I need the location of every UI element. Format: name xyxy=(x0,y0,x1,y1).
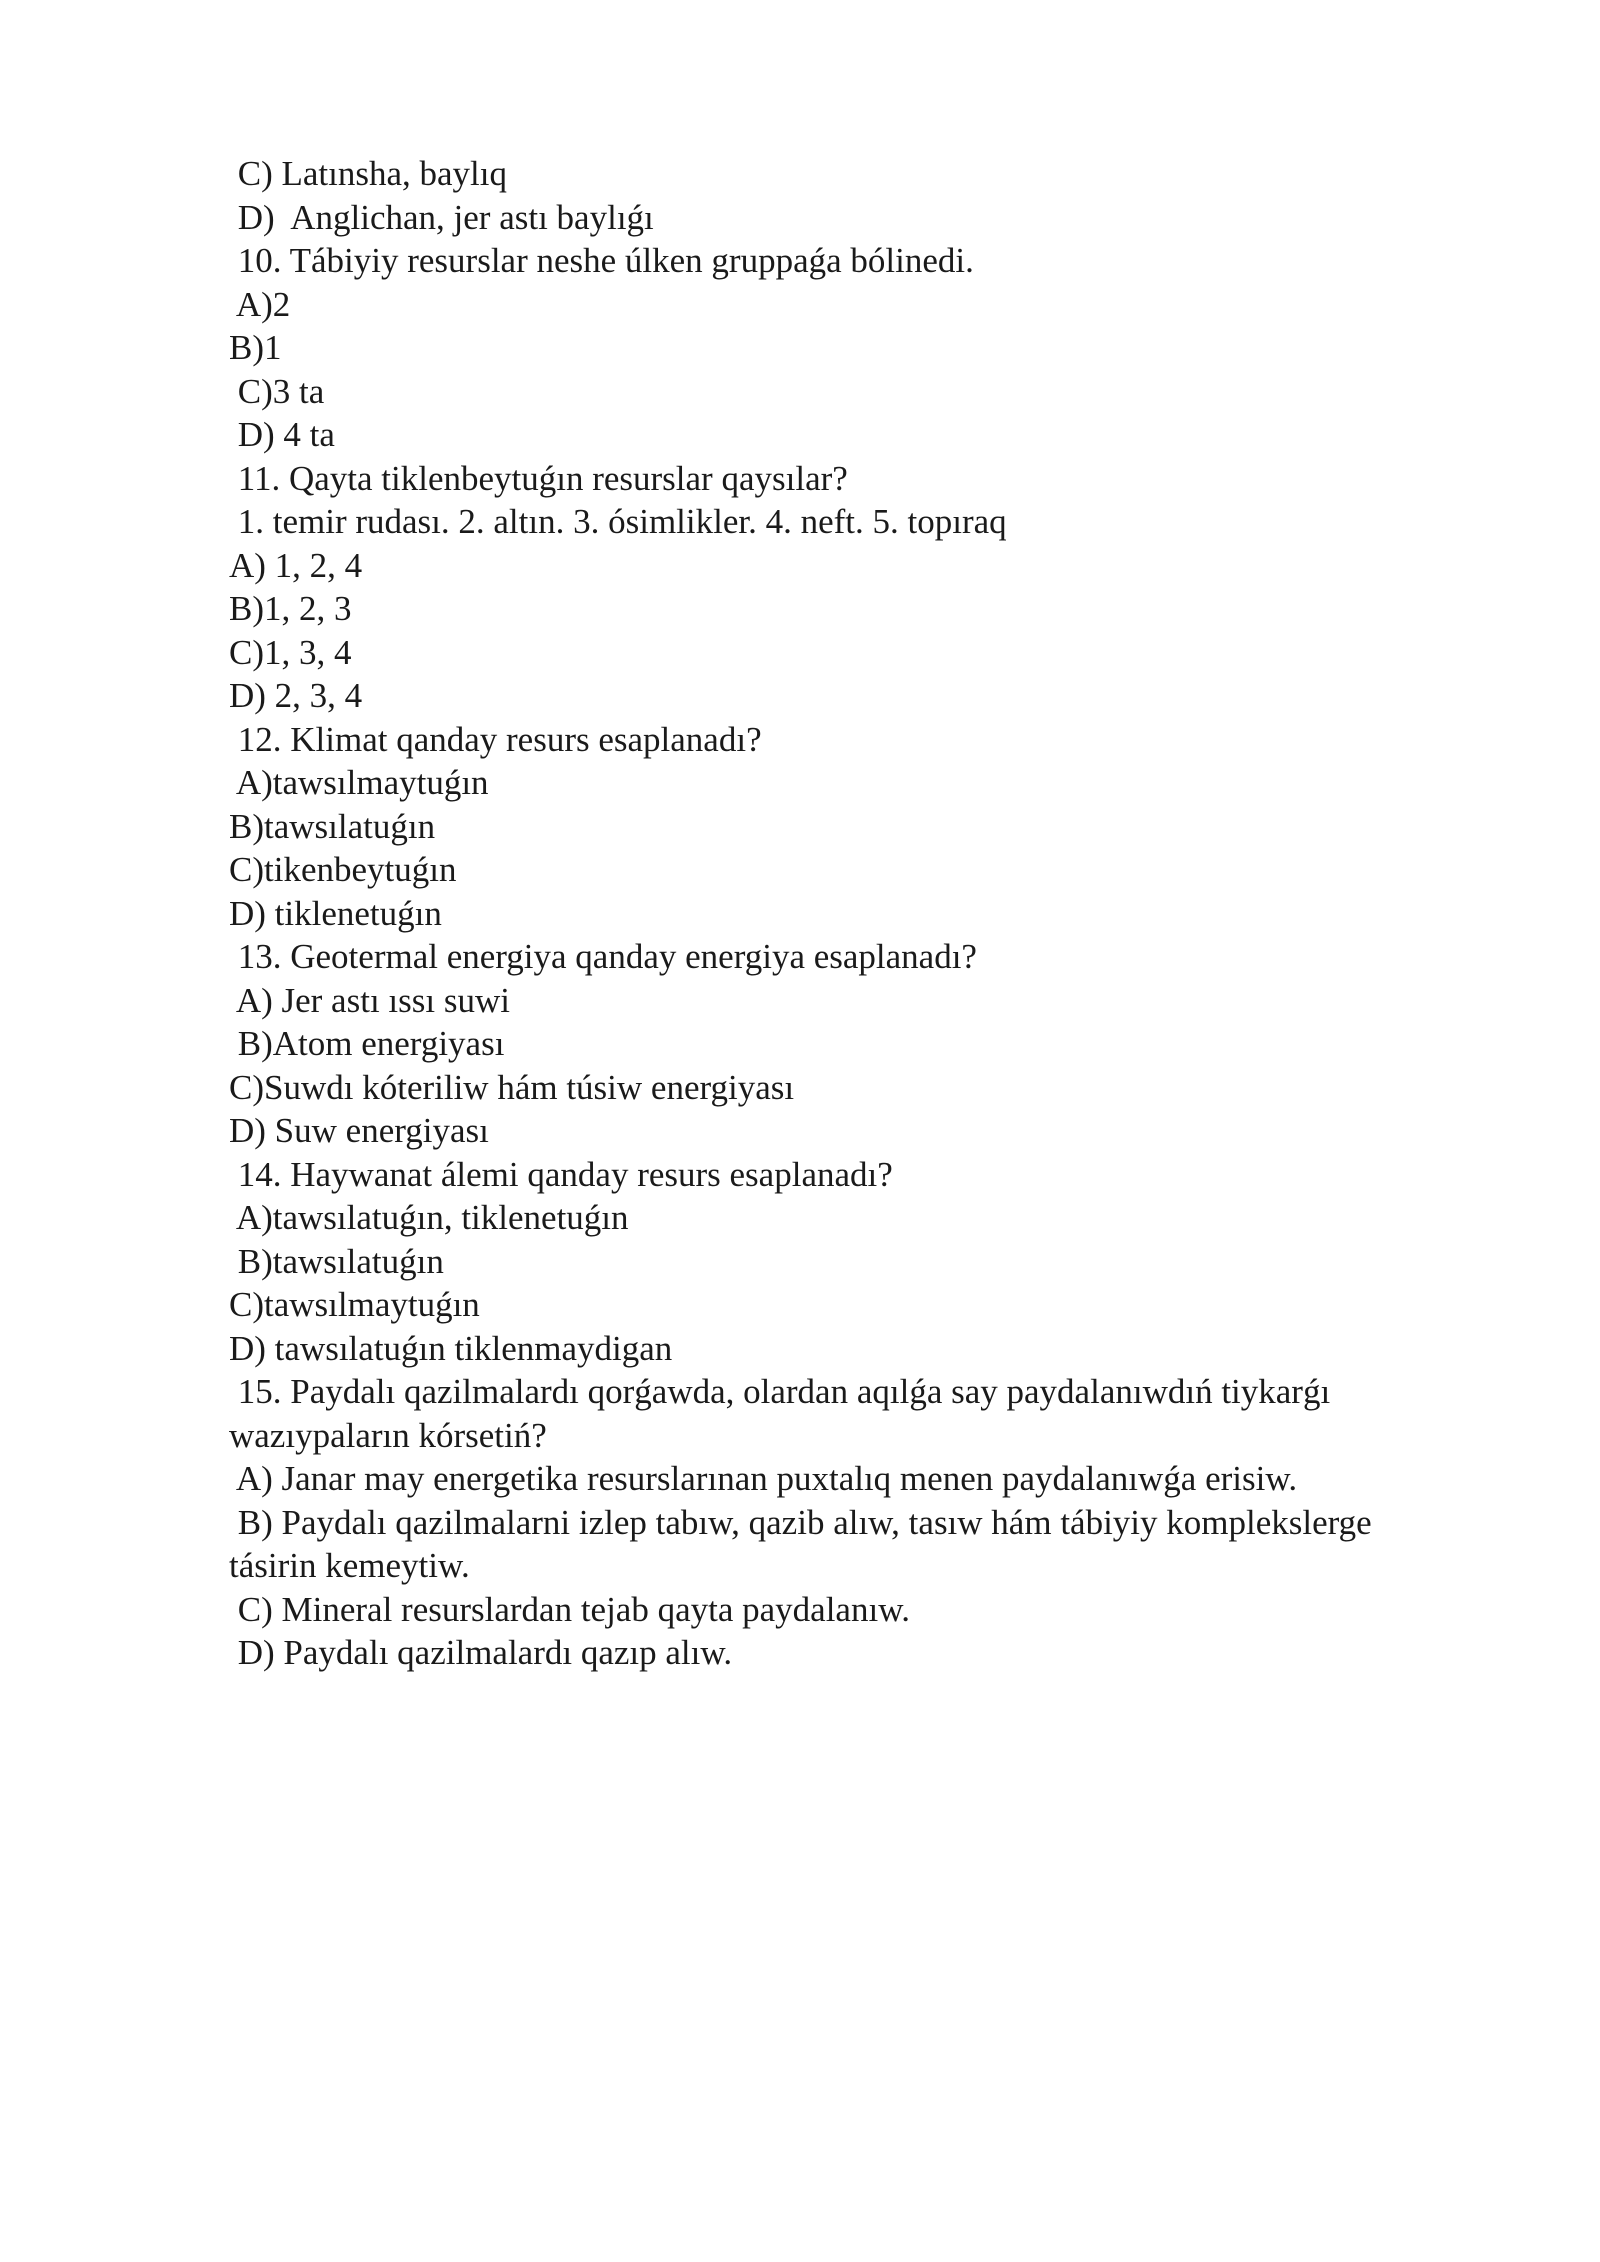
option-11d: D) 2, 3, 4 xyxy=(229,676,363,715)
option-10b: B)1 xyxy=(229,328,282,367)
option-15c: C) Mineral resurslardan tejab qayta paydalanıw. xyxy=(229,1589,910,1629)
option-10a: A)2 xyxy=(229,284,291,324)
option-12a: A)tawsılmaytuǵın xyxy=(229,763,489,802)
option-9d: D) Anglichan, jer astı baylıǵı xyxy=(229,197,654,237)
option-15d: D) Paydalı qazilmalardı qazıp alıw. xyxy=(229,1633,733,1672)
test-questions-text xyxy=(229,152,1489,1675)
option-14a: A)tawsılatuǵın, tiklenetuǵın xyxy=(229,1198,629,1237)
option-13d: D) Suw energiyası xyxy=(229,1111,489,1150)
option-14d: D) tawsılatuǵın tiklenmaydigan xyxy=(229,1328,673,1368)
option-15b: B) Paydalı qazilmalarni izlep tabıw, qazib alıw, tasıw hám tábiyiy komplekslerge xyxy=(229,1502,1372,1542)
question-15-cont: wazıypaların kórsetiń? xyxy=(229,1415,547,1455)
question-11-list: 1. temir rudası. 2. altın. 3. ósimlikler. 4. neft. 5. topıraq xyxy=(229,502,1007,541)
option-11c: C)1, 3, 4 xyxy=(229,632,352,672)
question-12: 12. Klimat qanday resurs esaplanadı? xyxy=(229,719,762,759)
option-11b: B)1, 2, 3 xyxy=(229,589,352,628)
option-12b: B)tawsılatuǵın xyxy=(229,806,436,846)
option-12c: C)tikenbeytuǵın xyxy=(229,850,457,889)
option-10d: D) 4 ta xyxy=(229,415,335,454)
question-10: 10. Tábiyiy resurslar neshe úlken gruppaǵa bólinedi. xyxy=(229,241,974,280)
question-14: 14. Haywanat álemi qanday resurs esaplanadı? xyxy=(229,1154,893,1194)
option-13a: A) Jer astı ıssı suwi xyxy=(229,980,510,1020)
option-13b: B)Atom energiyası xyxy=(229,1024,505,1063)
option-12d: D) tiklenetuǵın xyxy=(229,893,442,933)
option-10c: C)3 ta xyxy=(229,371,325,411)
option-15a: A) Janar may energetika resurslarınan puxtalıq menen paydalanıwǵa erisiw. xyxy=(229,1459,1298,1498)
option-15b-cont: tásirin kemeytiw. xyxy=(229,1546,470,1585)
option-14c: C)tawsılmaytuǵın xyxy=(229,1285,480,1324)
option-11a: A) 1, 2, 4 xyxy=(229,545,363,585)
question-11: 11. Qayta tiklenbeytuǵın resurslar qaysılar? xyxy=(229,458,848,498)
question-13: 13. Geotermal energiya qanday energiya esaplanadı? xyxy=(229,937,977,976)
question-15: 15. Paydalı qazilmalardı qorǵawda, olardan aqılǵa say paydalanıwdıń tiykarǵı xyxy=(229,1372,1331,1411)
option-14b: B)tawsılatuǵın xyxy=(229,1241,444,1281)
option-9c: C) Latınsha, baylıq xyxy=(229,154,508,193)
option-13c: C)Suwdı kóteriliw hám túsiw energiyası xyxy=(229,1067,795,1107)
